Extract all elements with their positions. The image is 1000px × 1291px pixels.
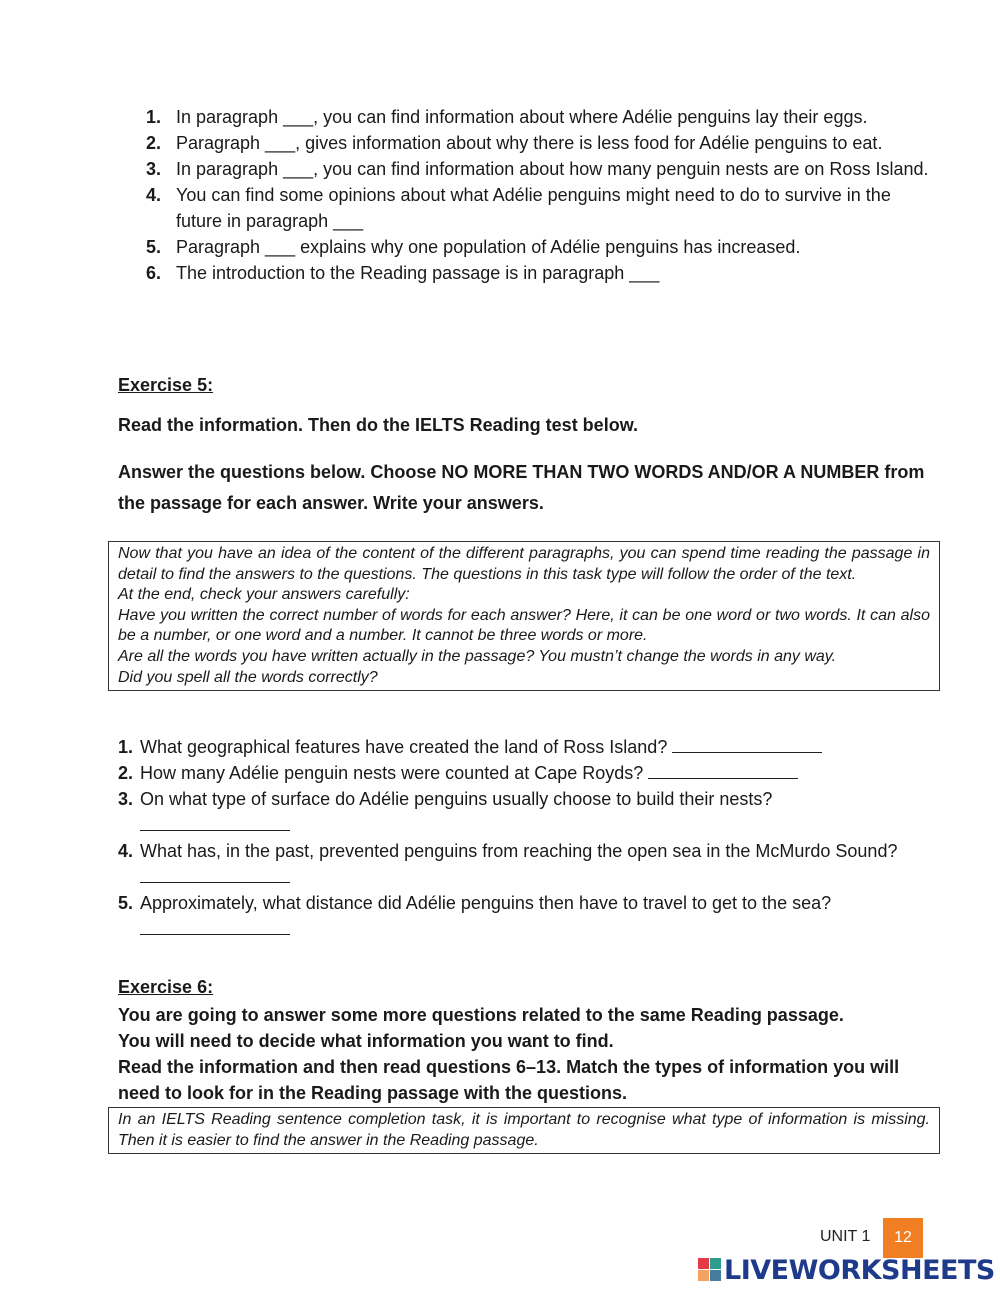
unit-label: UNIT 1 bbox=[820, 1228, 871, 1245]
tip-line: Did you spell all the words correctly? bbox=[118, 668, 378, 686]
list-item: 4. You can find some opinions about what Adélie penguins might need to do to survive in the future in paragraph ___ bbox=[146, 185, 891, 231]
question-item: 1. What geographical features have created the land of Ross Island? bbox=[118, 734, 938, 760]
exercise6-tip-box bbox=[108, 1107, 940, 1154]
answer-blank[interactable] bbox=[140, 917, 290, 935]
paragraph-question-list bbox=[118, 104, 938, 286]
page-number: 12 bbox=[883, 1218, 923, 1258]
answer-blank[interactable] bbox=[140, 813, 290, 831]
answer-blank[interactable] bbox=[648, 761, 798, 779]
question-text: What geographical features have created the land of Ross Island? bbox=[140, 737, 668, 757]
question-item: 4. What has, in the past, prevented penguins from reaching the open sea in the McMurdo Sound? bbox=[118, 838, 938, 890]
tip-line: Are all the words you have written actually in the passage? You mustn’t change the words in any way. bbox=[118, 647, 837, 665]
tip-line: Have you written the correct number of words for each answer? Here, it can be one word or two words. It can also be a number, or one word and a number. It cannot be three words or more. bbox=[118, 606, 930, 645]
item-text: Paragraph ___, gives information about why there is less food for Adélie penguins to eat. bbox=[176, 133, 883, 153]
item-text: Paragraph ___ explains why one population of Adélie penguins has increased. bbox=[176, 237, 801, 257]
liveworksheets-logo[interactable] bbox=[698, 1254, 995, 1286]
answer-blank[interactable] bbox=[140, 865, 290, 883]
answer-blank[interactable] bbox=[672, 735, 822, 753]
list-item: 5. Paragraph ___ explains why one population of Adélie penguins has increased. bbox=[146, 237, 801, 257]
exercise6-heading: Exercise 6: bbox=[118, 977, 214, 997]
exercise6-line-1: You are going to answer some more questions related to the same Reading passage. bbox=[118, 1005, 844, 1025]
exercise5-instruction-1: Read the information. Then do the IELTS Reading test below. bbox=[118, 415, 639, 435]
exercise5-question-list bbox=[118, 734, 938, 942]
question-item: 2. How many Adélie penguin nests were counted at Cape Royds? bbox=[118, 760, 938, 786]
exercise5-instruction-2: Answer the questions below. Choose NO MORE THAN TWO WORDS AND/OR A NUMBER from the passage for each answer. Write your answers. bbox=[118, 462, 925, 513]
question-text: What has, in the past, prevented penguins from reaching the open sea in the McMurdo Sound? bbox=[140, 841, 898, 861]
question-item: 5. Approximately, what distance did Adélie penguins then have to travel to get to the sea? bbox=[118, 890, 938, 942]
tip-text: In an IELTS Reading sentence completion task, it is important to recognise what type of information is missing. Then it is easier to find the answer in the Reading passage. bbox=[118, 1111, 930, 1149]
question-text: On what type of surface do Adélie penguins usually choose to build their nests? bbox=[140, 789, 773, 809]
exercise6-instructions bbox=[118, 1002, 938, 1106]
list-item: 1. In paragraph ___, you can find information about where Adélie penguins lay their eggs. bbox=[146, 107, 868, 127]
logo-blocks-icon bbox=[698, 1258, 722, 1282]
tip-line: At the end, check your answers carefully: bbox=[118, 586, 410, 604]
list-item: 2. Paragraph ___, gives information about why there is less food for Adélie penguins to eat. bbox=[146, 133, 883, 153]
item-text: You can find some opinions about what Adélie penguins might need to do to survive in the future in paragraph ___ bbox=[176, 185, 891, 231]
question-text: How many Adélie penguin nests were counted at Cape Royds? bbox=[140, 763, 644, 783]
question-text: Approximately, what distance did Adélie penguins then have to travel to get to the sea? bbox=[140, 893, 832, 913]
exercise5-heading: Exercise 5: bbox=[118, 375, 214, 395]
logo-text: LIVEWORKSHEETS bbox=[724, 1254, 995, 1286]
item-text: In paragraph ___, you can find information about how many penguin nests are on Ross Island. bbox=[176, 159, 929, 179]
exercise6-line-3: Read the information and then read questions 6–13. Match the types of information you will need to look for in the Reading passage with the questions. bbox=[118, 1057, 900, 1103]
list-item: 6. The introduction to the Reading passage is in paragraph ___ bbox=[146, 263, 660, 283]
item-text: The introduction to the Reading passage is in paragraph ___ bbox=[176, 263, 660, 283]
question-item: 3. On what type of surface do Adélie penguins usually choose to build their nests? bbox=[118, 786, 938, 838]
tip-line: Now that you have an idea of the content of the different paragraphs, you can spend time reading the passage in detail to find the answers to the questions. The questions in this task type will follow the order of the text. bbox=[118, 545, 930, 583]
item-text: In paragraph ___, you can find information about where Adélie penguins lay their eggs. bbox=[176, 107, 868, 127]
exercise6-line-2: You will need to decide what information you want to find. bbox=[118, 1031, 614, 1051]
list-item: 3. In paragraph ___, you can find information about how many penguin nests are on Ross Island. bbox=[146, 159, 929, 179]
exercise5-tip-box bbox=[108, 541, 940, 691]
